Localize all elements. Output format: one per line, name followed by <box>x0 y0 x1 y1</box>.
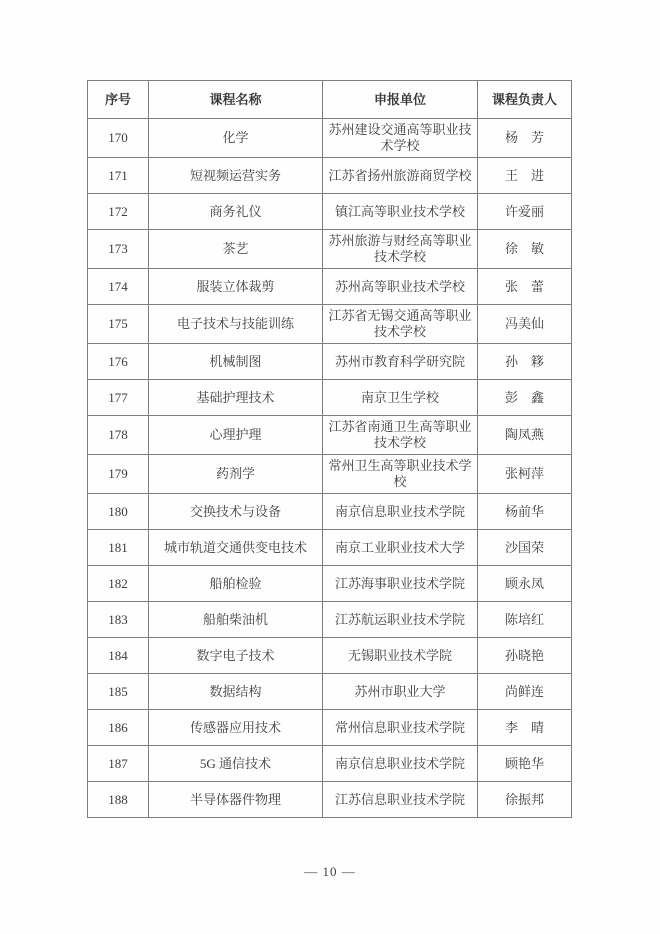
course-leader-cell: 王 进 <box>478 158 572 194</box>
course-name-cell: 船舶检验 <box>149 566 323 602</box>
serial-number-cell: 179 <box>88 455 149 494</box>
course-leader-cell: 沙国荣 <box>478 530 572 566</box>
course-leader-cell: 许爱丽 <box>478 194 572 230</box>
course-name-cell: 数据结构 <box>149 674 323 710</box>
table-row <box>88 119 572 158</box>
column-header-course-leader: 课程负责人 <box>478 81 572 119</box>
course-leader-cell: 杨前华 <box>478 494 572 530</box>
serial-number-cell: 172 <box>88 194 149 230</box>
course-name-cell: 半导体器件物理 <box>149 782 323 818</box>
course-name-cell: 5G 通信技术 <box>149 746 323 782</box>
course-leader-cell: 顾艳华 <box>478 746 572 782</box>
declaring-unit-cell: 江苏省无锡交通高等职业技术学校 <box>323 305 478 344</box>
column-header-serial-number: 序号 <box>88 81 149 119</box>
declaring-unit-cell: 苏州旅游与财经高等职业技术学校 <box>323 230 478 269</box>
declaring-unit-cell: 南京卫生学校 <box>323 380 478 416</box>
serial-number-cell: 175 <box>88 305 149 344</box>
declaring-unit-cell: 常州信息职业技术学院 <box>323 710 478 746</box>
serial-number-cell: 186 <box>88 710 149 746</box>
serial-number-cell: 174 <box>88 269 149 305</box>
serial-number-cell: 170 <box>88 119 149 158</box>
serial-number-cell: 180 <box>88 494 149 530</box>
declaring-unit-cell: 南京信息职业技术学院 <box>323 494 478 530</box>
declaring-unit-cell: 南京工业职业技术大学 <box>323 530 478 566</box>
course-name-cell: 药剂学 <box>149 455 323 494</box>
serial-number-cell: 183 <box>88 602 149 638</box>
course-name-cell: 交换技术与设备 <box>149 494 323 530</box>
declaring-unit-cell: 江苏航运职业技术学院 <box>323 602 478 638</box>
course-leader-cell: 张 蕾 <box>478 269 572 305</box>
course-leader-cell: 李 晴 <box>478 710 572 746</box>
table-row <box>88 602 572 638</box>
declaring-unit-cell: 常州卫生高等职业技术学校 <box>323 455 478 494</box>
table-header-row <box>88 81 572 119</box>
course-name-cell: 船舶柴油机 <box>149 602 323 638</box>
column-header-course-name: 课程名称 <box>149 81 323 119</box>
course-leader-cell: 顾永凤 <box>478 566 572 602</box>
serial-number-cell: 184 <box>88 638 149 674</box>
declaring-unit-cell: 江苏省南通卫生高等职业技术学校 <box>323 416 478 455</box>
declaring-unit-cell: 苏州高等职业技术学校 <box>323 269 478 305</box>
declaring-unit-cell: 无锡职业技术学院 <box>323 638 478 674</box>
declaring-unit-cell: 南京信息职业技术学院 <box>323 746 478 782</box>
course-leader-cell: 杨 芳 <box>478 119 572 158</box>
course-name-cell: 电子技术与技能训练 <box>149 305 323 344</box>
course-name-cell: 短视频运营实务 <box>149 158 323 194</box>
serial-number-cell: 171 <box>88 158 149 194</box>
course-leader-cell: 冯美仙 <box>478 305 572 344</box>
table-row <box>88 674 572 710</box>
table-row <box>88 269 572 305</box>
column-header-declaring-unit: 申报单位 <box>323 81 478 119</box>
serial-number-cell: 178 <box>88 416 149 455</box>
declaring-unit-cell: 镇江高等职业技术学校 <box>323 194 478 230</box>
serial-number-cell: 185 <box>88 674 149 710</box>
course-leader-cell: 陶凤燕 <box>478 416 572 455</box>
table-row <box>88 530 572 566</box>
serial-number-cell: 182 <box>88 566 149 602</box>
declaring-unit-cell: 江苏海事职业技术学院 <box>323 566 478 602</box>
course-leader-cell: 彭 鑫 <box>478 380 572 416</box>
course-leader-cell: 徐振邦 <box>478 782 572 818</box>
course-name-cell: 基础护理技术 <box>149 380 323 416</box>
declaring-unit-cell: 苏州市教育科学研究院 <box>323 344 478 380</box>
course-leader-cell: 张柯萍 <box>478 455 572 494</box>
course-leader-cell: 陈培红 <box>478 602 572 638</box>
page-number: — 10 — <box>304 864 356 879</box>
declaring-unit-cell: 苏州市职业大学 <box>323 674 478 710</box>
course-name-cell: 化学 <box>149 119 323 158</box>
serial-number-cell: 177 <box>88 380 149 416</box>
table-row <box>88 710 572 746</box>
table-row <box>88 230 572 269</box>
table-row <box>88 380 572 416</box>
declaring-unit-cell: 苏州建设交通高等职业技术学校 <box>323 119 478 158</box>
course-name-cell: 机械制图 <box>149 344 323 380</box>
table-row <box>88 194 572 230</box>
table-row <box>88 746 572 782</box>
course-name-cell: 服装立体裁剪 <box>149 269 323 305</box>
declaring-unit-cell: 江苏信息职业技术学院 <box>323 782 478 818</box>
course-leader-cell: 孙晓艳 <box>478 638 572 674</box>
serial-number-cell: 181 <box>88 530 149 566</box>
table-row <box>88 638 572 674</box>
serial-number-cell: 173 <box>88 230 149 269</box>
serial-number-cell: 187 <box>88 746 149 782</box>
table-row <box>88 494 572 530</box>
course-name-cell: 城市轨道交通供变电技术 <box>149 530 323 566</box>
declaring-unit-cell: 江苏省扬州旅游商贸学校 <box>323 158 478 194</box>
course-leader-cell: 徐 敏 <box>478 230 572 269</box>
serial-number-cell: 176 <box>88 344 149 380</box>
course-approval-table <box>87 80 572 818</box>
course-name-cell: 茶艺 <box>149 230 323 269</box>
table-row <box>88 455 572 494</box>
course-name-cell: 心理护理 <box>149 416 323 455</box>
table-row <box>88 566 572 602</box>
table-row <box>88 305 572 344</box>
serial-number-cell: 188 <box>88 782 149 818</box>
course-leader-cell: 孙 簃 <box>478 344 572 380</box>
table-row <box>88 416 572 455</box>
table-row <box>88 782 572 818</box>
course-name-cell: 传感器应用技术 <box>149 710 323 746</box>
table-row <box>88 344 572 380</box>
table-row <box>88 158 572 194</box>
course-name-cell: 数字电子技术 <box>149 638 323 674</box>
course-name-cell: 商务礼仪 <box>149 194 323 230</box>
course-leader-cell: 尚鲜连 <box>478 674 572 710</box>
